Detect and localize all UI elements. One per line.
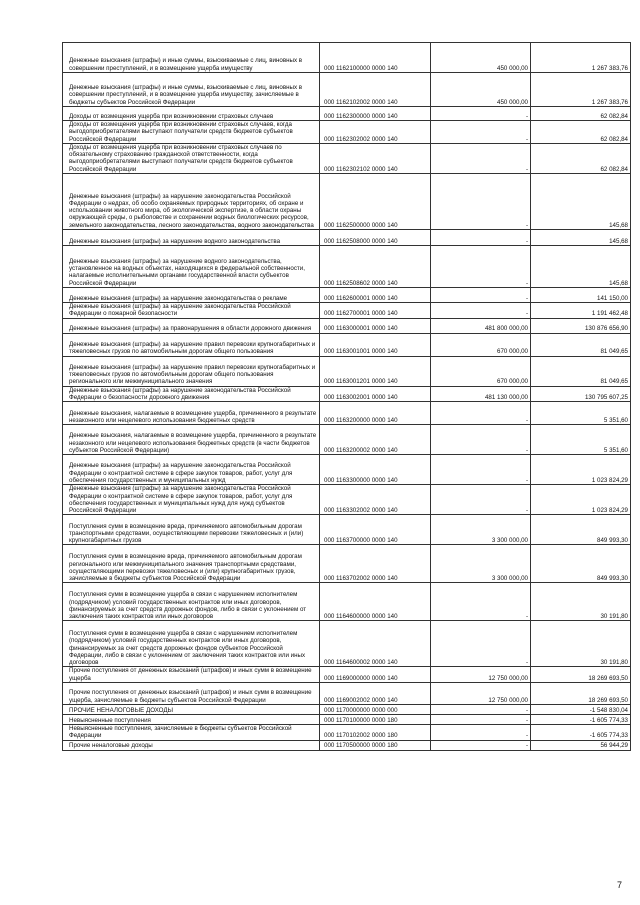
row-plan-cell: - bbox=[431, 621, 531, 667]
page-number: 7 bbox=[616, 880, 622, 890]
row-name-cell: Прочие неналоговые доходы bbox=[63, 740, 320, 750]
row-plan-cell: - bbox=[431, 705, 531, 715]
row-name-cell: Денежные взыскания (штрафы) за нарушение правил перевозки крупногабаритных и тяжеловесных грузов по автомобильным дорогам общего пользования регионального или межмуниципального значения bbox=[63, 356, 320, 386]
row-code-cell: 000 1162100000 0000 140 bbox=[320, 43, 431, 73]
row-exec-cell: -1 605 774,33 bbox=[531, 715, 631, 725]
row-name-cell: Денежные взыскания (штрафы) за нарушение законодательства Российской Федерации о контрактной системе в сфере закупок товаров, работ, услуг для обеспечения государственных и муниципальных нужд bbox=[63, 455, 320, 485]
row-plan-cell: 670 000,00 bbox=[431, 333, 531, 356]
table-row bbox=[63, 230, 631, 246]
row-plan-cell: 450 000,00 bbox=[431, 73, 531, 107]
row-exec-cell: -1 548 830,04 bbox=[531, 705, 631, 715]
row-code-cell: 000 1163302002 0000 140 bbox=[320, 485, 431, 515]
row-code-cell: 000 1163001201 0000 140 bbox=[320, 356, 431, 386]
row-name-cell: Поступления сумм в возмещение ущерба в связи с нарушением исполнителем (подрядчиком) условий государственных контрактов или иных договоров, финансируемых за счет средств дорожных фондов, либо в связи с уклонением от заключения таких контрактов или иных договоров bbox=[63, 583, 320, 621]
row-name-cell: Денежные взыскания (штрафы) за нарушение законодательства Российской Федерации о недрах, об особо охраняемых природных территориях, об охране и использовании животного мира, об экологической экспертизе, в области охраны окружающей среды, о рыболовстве и сохранении водных биологических ресурсов, земельного законодательства, лесного законодательства, водного законодательства bbox=[63, 174, 320, 230]
row-name-cell: Поступления сумм в возмещение вреда, причиняемого автомобильным дорогам транспортными средствами, осуществляющими перевозки тяжеловесных и (или) крупногабаритных грузов bbox=[63, 515, 320, 545]
table-row bbox=[63, 246, 631, 288]
row-code-cell: 000 1169000000 0000 140 bbox=[320, 667, 431, 683]
row-code-cell: 000 1163000001 0000 140 bbox=[320, 318, 431, 333]
row-exec-cell: 145,68 bbox=[531, 230, 631, 246]
row-name-cell: Поступления сумм в возмещение вреда, причиняемого автомобильным дорогам регионального или межмуниципального значения транспортными средствами, осуществляющими перевозки тяжеловесных и (или) крупногабаритных грузов, зачисляемые в бюджеты субъектов Российской Федерации bbox=[63, 545, 320, 583]
row-name-cell: Денежные взыскания, налагаемые в возмещение ущерба, причиненного в результате незаконного или нецелевого использования бюджетных средств bbox=[63, 402, 320, 425]
row-code-cell: 000 1164600002 0000 140 bbox=[320, 621, 431, 667]
row-name-cell: Денежные взыскания (штрафы) за нарушение водного законодательства bbox=[63, 230, 320, 246]
table-row bbox=[63, 621, 631, 667]
row-exec-cell: 130 876 656,90 bbox=[531, 318, 631, 333]
row-plan-cell: 12 750 000,00 bbox=[431, 667, 531, 683]
row-plan-cell: - bbox=[431, 143, 531, 173]
row-code-cell: 000 1170000000 0000 000 bbox=[320, 705, 431, 715]
table-row bbox=[63, 583, 631, 621]
row-plan-cell: - bbox=[431, 174, 531, 230]
row-plan-cell: - bbox=[431, 583, 531, 621]
row-exec-cell: 30 191,80 bbox=[531, 621, 631, 667]
row-name-cell: Доходы от возмещения ущерба при возникновении страховых случаев bbox=[63, 107, 320, 121]
row-plan-cell: 12 750 000,00 bbox=[431, 683, 531, 705]
row-name-cell: Прочие поступления от денежных взысканий (штрафов) и иных сумм в возмещение ущерба, зачисляемые в бюджеты субъектов Российской Федерации bbox=[63, 683, 320, 705]
row-name-cell: Денежные взыскания (штрафы) за нарушение законодательства Российской Федерации о контрактной системе в сфере закупок товаров, работ, услуг для обеспечения государственных и муниципальных нужд для нужд субъектов Российской Федерации bbox=[63, 485, 320, 515]
row-code-cell: 000 1169002002 0000 140 bbox=[320, 683, 431, 705]
table-row bbox=[63, 740, 631, 750]
row-code-cell: 000 1163700000 0000 140 bbox=[320, 515, 431, 545]
row-name-cell: Денежные взыскания (штрафы) за нарушение законодательства о рекламе bbox=[63, 288, 320, 303]
table-row bbox=[63, 485, 631, 515]
row-plan-cell: 670 000,00 bbox=[431, 356, 531, 386]
row-plan-cell: - bbox=[431, 230, 531, 246]
row-exec-cell: 30 191,80 bbox=[531, 583, 631, 621]
table-row bbox=[63, 386, 631, 402]
row-name-cell: Денежные взыскания (штрафы) и иные суммы, взыскиваемые с лиц, виновных в совершении преступлений, и в возмещение ущерба имуществу bbox=[63, 43, 320, 73]
table-row bbox=[63, 288, 631, 303]
row-exec-cell: 849 993,30 bbox=[531, 545, 631, 583]
revenue-table-body bbox=[63, 43, 631, 751]
row-exec-cell: 141 150,00 bbox=[531, 288, 631, 303]
row-plan-cell: - bbox=[431, 121, 531, 144]
row-plan-cell: - bbox=[431, 246, 531, 288]
row-exec-cell: 62 082,84 bbox=[531, 121, 631, 144]
revenue-table bbox=[62, 42, 631, 751]
row-plan-cell: 481 130 000,00 bbox=[431, 386, 531, 402]
row-code-cell: 000 1164600000 0000 140 bbox=[320, 583, 431, 621]
row-exec-cell: 145,68 bbox=[531, 174, 631, 230]
row-plan-cell: - bbox=[431, 455, 531, 485]
row-name-cell: Денежные взыскания, налагаемые в возмещение ущерба, причиненного в результате незаконного или нецелевого использования бюджетных средств (в части бюджетов субъектов Российской Федерации) bbox=[63, 425, 320, 455]
row-exec-cell: 5 351,60 bbox=[531, 402, 631, 425]
table-row bbox=[63, 402, 631, 425]
row-code-cell: 000 1170500000 0000 180 bbox=[320, 740, 431, 750]
row-exec-cell: 81 049,65 bbox=[531, 356, 631, 386]
row-code-cell: 000 1162302102 0000 140 bbox=[320, 143, 431, 173]
row-name-cell: Доходы от возмещения ущерба при возникновении страховых случаев по обязательному страхованию гражданской ответственности, когда выгодоприобретателями выступают получатели средств бюджетов субъектов Российской Федерации bbox=[63, 143, 320, 173]
table-row bbox=[63, 455, 631, 485]
row-plan-cell: - bbox=[431, 425, 531, 455]
row-plan-cell: - bbox=[431, 715, 531, 725]
row-exec-cell: 849 993,30 bbox=[531, 515, 631, 545]
table-row bbox=[63, 107, 631, 121]
table-row bbox=[63, 333, 631, 356]
table-row bbox=[63, 73, 631, 107]
row-name-cell: Денежные взыскания (штрафы) за нарушение законодательства Российской Федерации о безопасности дорожного движения bbox=[63, 386, 320, 402]
table-row bbox=[63, 667, 631, 683]
row-name-cell: ПРОЧИЕ НЕНАЛОГОВЫЕ ДОХОДЫ bbox=[63, 705, 320, 715]
row-name-cell: Денежные взыскания (штрафы) и иные суммы, взыскиваемые с лиц, виновных в совершении преступлений, и в возмещение ущерба имуществу, зачисляемые в бюджеты субъектов Российской Федерации bbox=[63, 73, 320, 107]
row-code-cell: 000 1163300000 0000 140 bbox=[320, 455, 431, 485]
row-name-cell: Денежные взыскания (штрафы) за правонарушения в области дорожного движения bbox=[63, 318, 320, 333]
table-row bbox=[63, 303, 631, 319]
row-exec-cell: -1 605 774,33 bbox=[531, 725, 631, 741]
row-name-cell: Поступления сумм в возмещение ущерба в связи с нарушением исполнителем (подрядчиком) условий государственных контрактов или иных договоров, финансируемых за счет средств дорожных фондов субъектов Российской Федерации, либо в связи с уклонением от заключения таких контрактов или иных договоров bbox=[63, 621, 320, 667]
table-row bbox=[63, 705, 631, 715]
table-row bbox=[63, 725, 631, 741]
row-plan-cell: 450 000,00 bbox=[431, 43, 531, 73]
row-exec-cell: 1 191 462,48 bbox=[531, 303, 631, 319]
row-exec-cell: 1 023 824,29 bbox=[531, 455, 631, 485]
table-row bbox=[63, 356, 631, 386]
row-name-cell: Денежные взыскания (штрафы) за нарушение водного законодательства, установленное на водных объектах, находящихся в федеральной собственности, налагаемые исполнительными органами государственной власти субъектов Российской Федерации bbox=[63, 246, 320, 288]
row-code-cell: 000 1163002001 0000 140 bbox=[320, 386, 431, 402]
row-code-cell: 000 1162508000 0000 140 bbox=[320, 230, 431, 246]
row-exec-cell: 56 944,29 bbox=[531, 740, 631, 750]
row-name-cell: Денежные взыскания (штрафы) за нарушение законодательства Российской Федерации о пожарной безопасности bbox=[63, 303, 320, 319]
row-name-cell: Денежные взыскания (штрафы) за нарушение правил перевозки крупногабаритных и тяжеловесных грузов по автомобильным дорогам общего пользования bbox=[63, 333, 320, 356]
row-code-cell: 000 1162700001 0000 140 bbox=[320, 303, 431, 319]
row-code-cell: 000 1163200002 0000 140 bbox=[320, 425, 431, 455]
row-plan-cell: 481 800 000,00 bbox=[431, 318, 531, 333]
row-exec-cell: 1 023 824,29 bbox=[531, 485, 631, 515]
row-name-cell: Прочие поступления от денежных взысканий (штрафов) и иных сумм в возмещение ущерба bbox=[63, 667, 320, 683]
row-exec-cell: 62 082,84 bbox=[531, 143, 631, 173]
row-code-cell: 000 1162600001 0000 140 bbox=[320, 288, 431, 303]
table-row bbox=[63, 545, 631, 583]
table-row bbox=[63, 683, 631, 705]
row-code-cell: 000 1162302002 0000 140 bbox=[320, 121, 431, 144]
table-row bbox=[63, 121, 631, 144]
row-code-cell: 000 1162300000 0000 140 bbox=[320, 107, 431, 121]
row-name-cell: Невыясненные поступления, зачисляемые в бюджеты субъектов Российской Федерации bbox=[63, 725, 320, 741]
row-exec-cell: 18 269 693,50 bbox=[531, 667, 631, 683]
row-exec-cell: 145,68 bbox=[531, 246, 631, 288]
row-exec-cell: 5 351,60 bbox=[531, 425, 631, 455]
row-exec-cell: 62 082,84 bbox=[531, 107, 631, 121]
row-plan-cell: - bbox=[431, 402, 531, 425]
table-row bbox=[63, 318, 631, 333]
row-code-cell: 000 1170100000 0000 180 bbox=[320, 715, 431, 725]
row-plan-cell: 3 300 000,00 bbox=[431, 515, 531, 545]
row-exec-cell: 81 049,65 bbox=[531, 333, 631, 356]
row-code-cell: 000 1162102002 0000 140 bbox=[320, 73, 431, 107]
row-plan-cell: - bbox=[431, 740, 531, 750]
table-row bbox=[63, 425, 631, 455]
row-plan-cell: - bbox=[431, 725, 531, 741]
table-row bbox=[63, 43, 631, 73]
row-code-cell: 000 1170102002 0000 180 bbox=[320, 725, 431, 741]
row-exec-cell: 1 267 383,76 bbox=[531, 73, 631, 107]
row-exec-cell: 18 269 693,50 bbox=[531, 683, 631, 705]
table-row bbox=[63, 174, 631, 230]
row-plan-cell: - bbox=[431, 485, 531, 515]
row-name-cell: Доходы от возмещения ущерба при возникновении страховых случаев, когда выгодоприобретателями выступают получатели средств бюджетов субъектов Российской Федерации bbox=[63, 121, 320, 144]
row-code-cell: 000 1163001001 0000 140 bbox=[320, 333, 431, 356]
row-code-cell: 000 1162508602 0000 140 bbox=[320, 246, 431, 288]
row-exec-cell: 1 267 383,76 bbox=[531, 43, 631, 73]
row-code-cell: 000 1163200000 0000 140 bbox=[320, 402, 431, 425]
row-code-cell: 000 1163702002 0000 140 bbox=[320, 545, 431, 583]
row-exec-cell: 130 795 607,25 bbox=[531, 386, 631, 402]
row-plan-cell: - bbox=[431, 288, 531, 303]
table-row bbox=[63, 715, 631, 725]
row-plan-cell: - bbox=[431, 107, 531, 121]
row-name-cell: Невыясненные поступления bbox=[63, 715, 320, 725]
row-plan-cell: - bbox=[431, 303, 531, 319]
table-row bbox=[63, 515, 631, 545]
row-plan-cell: 3 300 000,00 bbox=[431, 545, 531, 583]
row-code-cell: 000 1162500000 0000 140 bbox=[320, 174, 431, 230]
table-row bbox=[63, 143, 631, 173]
